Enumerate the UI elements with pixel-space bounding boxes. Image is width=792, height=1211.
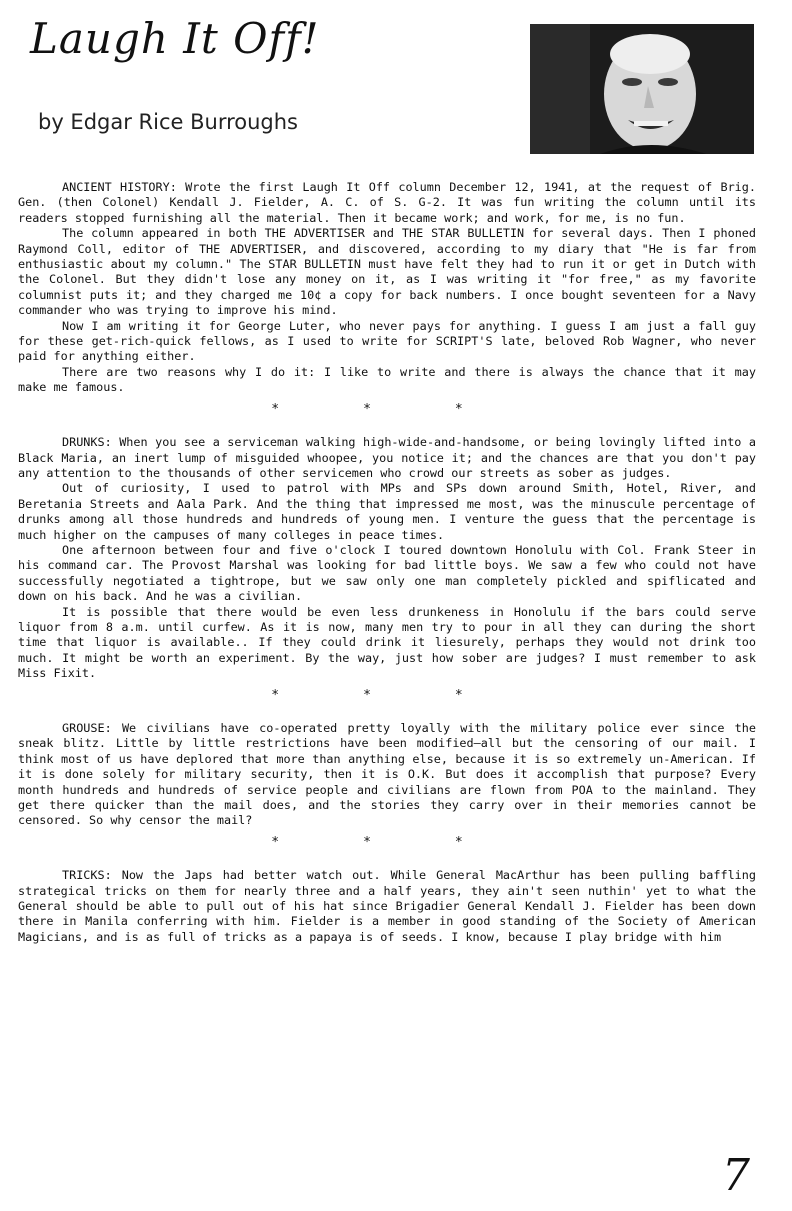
section-tricks bbox=[18, 868, 756, 945]
article-body bbox=[18, 180, 756, 945]
paragraph: ANCIENT HISTORY: Wrote the first Laugh It Off column December 12, 1941, at the request of Brig. Gen. (then Colonel) Kendall J. Fielder, A. C. of S. G-2. It was fun writing the column until its readers stopped furnishing all the material. Then it became work; and work, for me, is no fun. bbox=[18, 180, 756, 225]
section-grouse bbox=[18, 721, 756, 850]
portrait-image bbox=[530, 24, 754, 154]
paragraph: DRUNKS: When you see a serviceman walking high-wide-and-handsome, or being lovingly lifted into a Black Maria, an inert lump of misguided whoopee, you notice it; and the chances are that you don't pay any attention to the thousands of other servicemen who crowd our streets as sober as judges. bbox=[18, 435, 756, 480]
paragraph: One afternoon between four and five o'clock I toured downtown Honolulu with Col. Frank Steer in his command car. The Provost Marshal was looking for bad little boys. We saw a few who could not have successfully negotiated a tightrope, but we saw only one man completely pickled and spiflicated and down on his back. And he was a civilian. bbox=[18, 542, 756, 604]
divider-star: * bbox=[363, 401, 371, 417]
section-divider bbox=[18, 688, 756, 703]
section-drunks bbox=[18, 435, 756, 703]
divider-star: * bbox=[454, 401, 463, 417]
paragraph: The column appeared in both THE ADVERTISER and THE STAR BULLETIN for several days. Then I phoned Raymond Coll, editor of THE ADVERTISER, and discovered, according to my diary that "He is far from enthusiastic about my column." The STAR BULLETIN must have felt they had to run it or get in Dutch with the Colonel. But they didn't lose any money on it, as I was writing it "for free," as my favorite columnist puts it; and they charged me 10¢ a copy for back numbers. I once bought seventeen for a Navy commander who was trying to improve his mind. bbox=[18, 226, 756, 318]
column-title: Laugh It Off! bbox=[30, 14, 320, 63]
section-divider bbox=[18, 402, 756, 417]
paragraph: Now I am writing it for George Luter, who never pays for anything. I guess I am just a fall guy for these get-rich-quick fellows, as I used to write for SCRIPT'S late, beloved Rob Wagner, who never paid for anything either. bbox=[18, 318, 756, 364]
divider-star: * bbox=[363, 687, 371, 703]
author-portrait-photo bbox=[530, 24, 754, 154]
page-number: 7 bbox=[722, 1150, 750, 1201]
paragraph: There are two reasons why I do it: I like to write and there is always the chance that it may make me famous. bbox=[18, 364, 756, 395]
author-byline: by Edgar Rice Burroughs bbox=[38, 110, 298, 134]
section-divider bbox=[18, 835, 756, 850]
paragraph: Out of curiosity, I used to patrol with MPs and SPs down around Smith, Hotel, River, and Beretania Streets and Aala Park. And the thing that impressed me most, was the minuscule percentage of drunks among all those hundreds and hundreds of young men. I venture the guess that the percentage is much higher on the campuses of many colleges in peace times. bbox=[18, 481, 756, 542]
paragraph: GROUSE: We civilians have co-operated pretty loyally with the military police ever since the sneak blitz. Little by little restrictions have been modified—all but the censoring of our mail. I think most of us have deplored that more than anything else, because it is so extremely un-American. If it is done solely for military security, then it is O.K. But does it accomplish that purpose? Every month hundreds and hundreds of service people and civilians are flown from POA to the mainland. They get there quicker than the mail does, and the stories they carry over in their memories cannot be censored. So why censor the mail? bbox=[18, 721, 756, 828]
divider-star: * bbox=[454, 687, 463, 703]
divider-star: * bbox=[271, 834, 280, 850]
paragraph: It is possible that there would be even less drunkeness in Honolulu if the bars could serve liquor from 8 a.m. until curfew. As it is now, many men try to pour in all they can during the short time that liquor is available.. If they could drink it liesurely, perhaps they would not drink too much. It might be worth an experiment. By the way, just how sober are judges? I must remember to ask Miss Fixit. bbox=[18, 604, 756, 681]
paragraph: TRICKS: Now the Japs had better watch out. While General MacArthur has been pulling baffling strategical tricks on them for nearly three and a half years, they ain't seen nuthin' yet to what the General should be able to pull out of his hat since Brigadier General Kendall J. Fielder has been down there in Manila conferring with him. Fielder is a member in good standing of the Society of American Magicians, and is as full of tricks as a papaya is of seeds. I know, because I play bridge with him bbox=[18, 868, 756, 944]
divider-star: * bbox=[454, 834, 463, 850]
divider-star: * bbox=[363, 834, 371, 850]
divider-star: * bbox=[271, 401, 280, 417]
section-ancient-history bbox=[18, 180, 756, 417]
divider-star: * bbox=[271, 687, 280, 703]
